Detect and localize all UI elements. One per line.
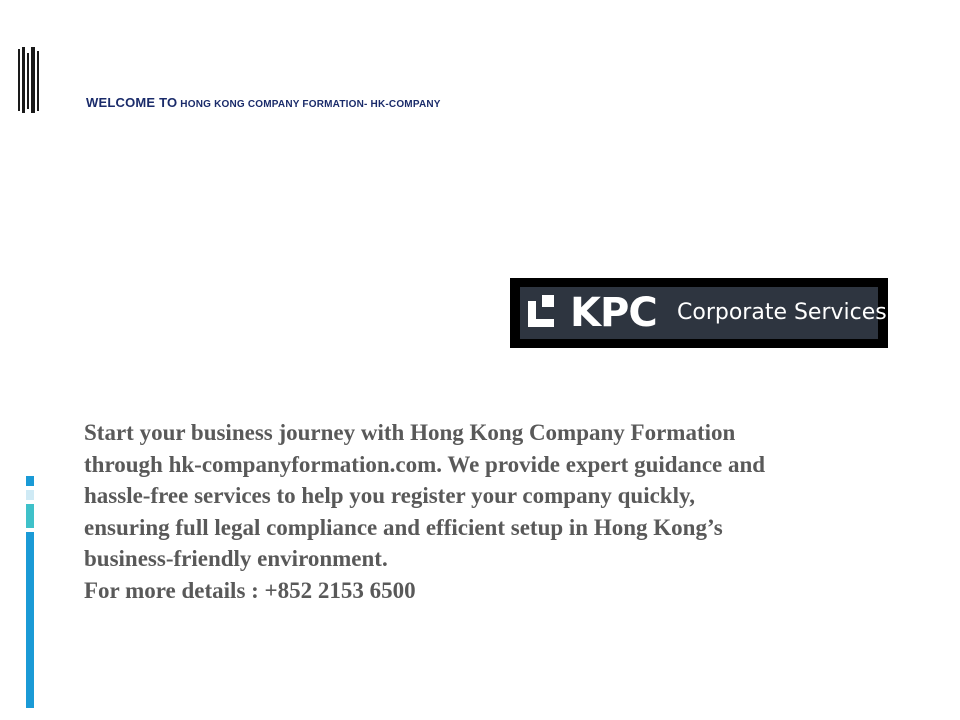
top-bars-ornament — [17, 47, 41, 113]
logo-tagline: Corporate Services — [677, 300, 887, 325]
header-welcome: WELCOME TO — [86, 95, 178, 110]
side-accent-strip — [26, 476, 34, 708]
body-line: through hk-companyformation.com. We provide expert guidance and — [84, 451, 766, 477]
contact-line: For more details : +852 2153 6500 — [84, 577, 416, 603]
body-line: ensuring full legal compliance and efficient setup in Hong Kong’s — [84, 514, 723, 540]
body-line: business-friendly environment. — [84, 546, 388, 571]
header-company: HONG KONG COMPANY FORMATION- HK-COMPANY — [177, 99, 441, 110]
logo-panel — [520, 287, 887, 339]
body-paragraph — [84, 417, 904, 606]
kpc-logo — [510, 278, 888, 348]
logo-wordmark: KPC — [570, 290, 657, 336]
body-line: Start your business journey with Hong Kong Company Formation — [84, 420, 736, 445]
body-line: hassle-free services to help you register your company quickly, — [84, 483, 695, 508]
kpc-square-bracket-icon — [526, 293, 562, 334]
slide-header — [86, 94, 441, 112]
